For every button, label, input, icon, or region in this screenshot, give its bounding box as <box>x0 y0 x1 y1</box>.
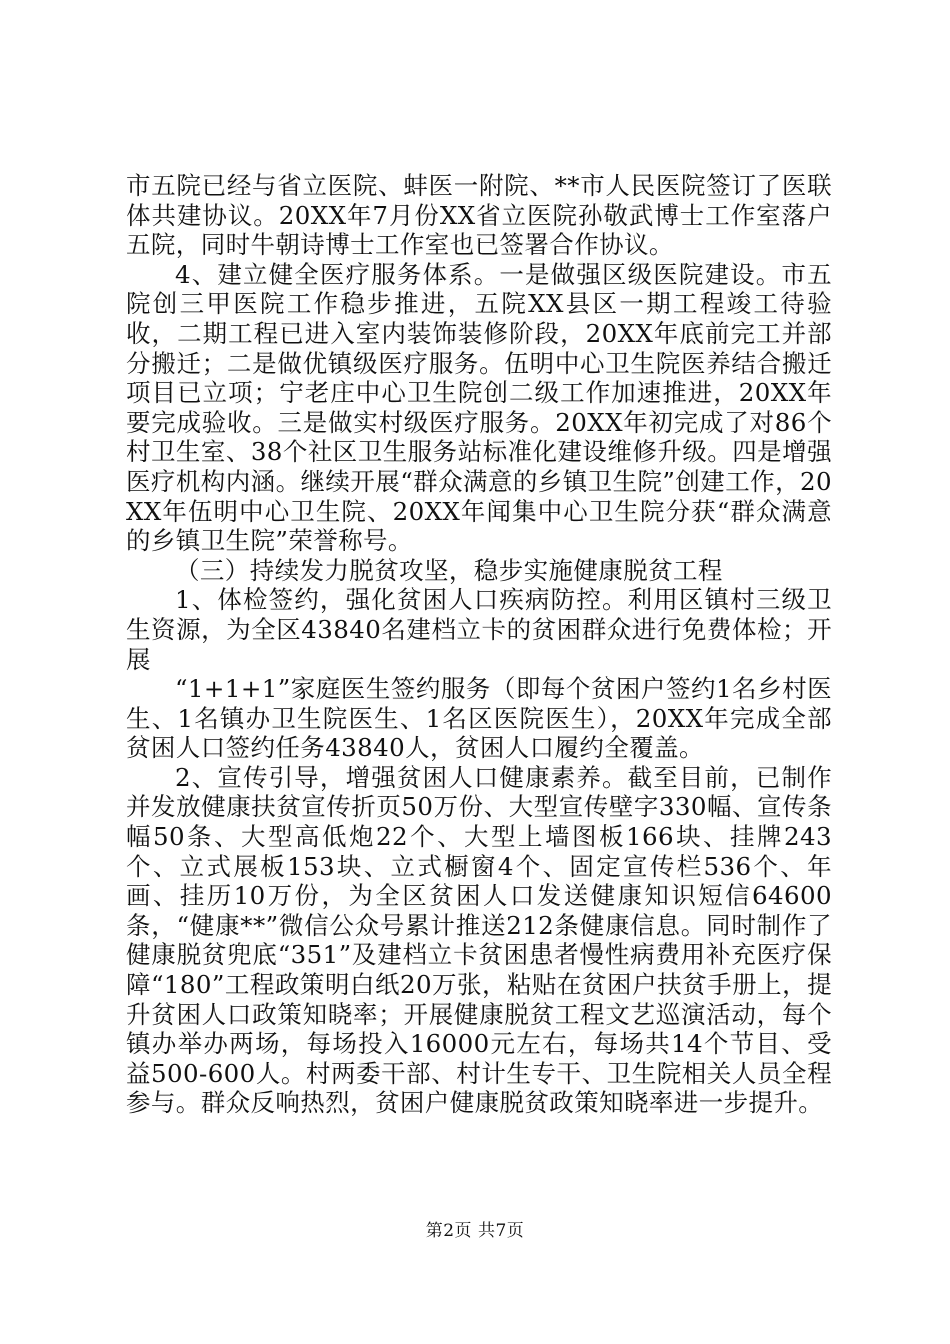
section-heading: （三）持续发力脱贫攻坚，稳步实施健康脱贫工程 <box>175 555 723 585</box>
paragraph-family-doctor: “1+1+1”家庭医生签约服务（即每个贫困户签约1名乡村医生、1名镇办卫生院医生、1名区医院医生），20XX年完成全部贫困人口签约任务43840人，贫困人口履约全覆盖。 <box>126 674 832 763</box>
document-body <box>126 171 832 1118</box>
paragraph-publicity: 2、宣传引导，增强贫困人口健康素养。截至目前，已制作并发放健康扶贫宣传折页50万份、大型宣传壁字330幅、宣传条幅50条、大型高低炮22个、大型上墙图板166块、挂牌243个、立式展板153块、立式橱窗4个、固定宣传栏536个、年画、挂历10万份，为全区贫困人口发送健康知识短信64600条，“健康**”微信公众号累计推送212条健康信息。同时制作了健康脱贫兜底“351”及建档立卡贫困患者慢性病费用补充医疗保障“180”工程政策明白纸20万张，粘贴在贫困户扶贫手册上，提升贫困人口政策知晓率；开展健康脱贫工程文艺巡演活动，每个镇办举办两场，每场投入16000元左右，每场共14个节目、受益500-600人。村两委干部、村计生专干、卫生院相关人员全程参与。群众反响热烈，贫困户健康脱贫政策知晓率进一步提升。 <box>126 762 832 1118</box>
page-number-footer: 第2页 共7页 <box>425 1221 525 1241</box>
paragraph-continuation: 市五院已经与省立医院、蚌医一附院、**市人民医院签订了医联体共建协议。20XX年7月份XX省立医院孙敬武博士工作室落户五院，同时牛朝诗博士工作室也已签署合作协议。 <box>126 171 832 260</box>
paragraph-medical-service-system: 4、建立健全医疗服务体系。一是做强区级医院建设。市五院创三甲医院工作稳步推进，五院XX县区一期工程竣工待验收，二期工程已进入室内装饰装修阶段，20XX年底前完工并部分搬迁；二是做优镇级医疗服务。伍明中心卫生院医养结合搬迁项目已立项；宁老庄中心卫生院创二级工作加速推进，20XX年要完成验收。三是做实村级医疗服务。20XX年初完成了对86个村卫生室、38个社区卫生服务站标准化建设维修升级。四是增强医疗机构内涵。继续开展“群众满意的乡镇卫生院”创建工作，20XX年伍明中心卫生院、20XX年闻集中心卫生院分获“群众满意的乡镇卫生院”荣誉称号。 <box>126 259 832 556</box>
paragraph-health-check: 1、体检签约，强化贫困人口疾病防控。利用区镇村三级卫生资源，为全区43840名建档立卡的贫困群众进行免费体检；开展 <box>126 585 832 674</box>
